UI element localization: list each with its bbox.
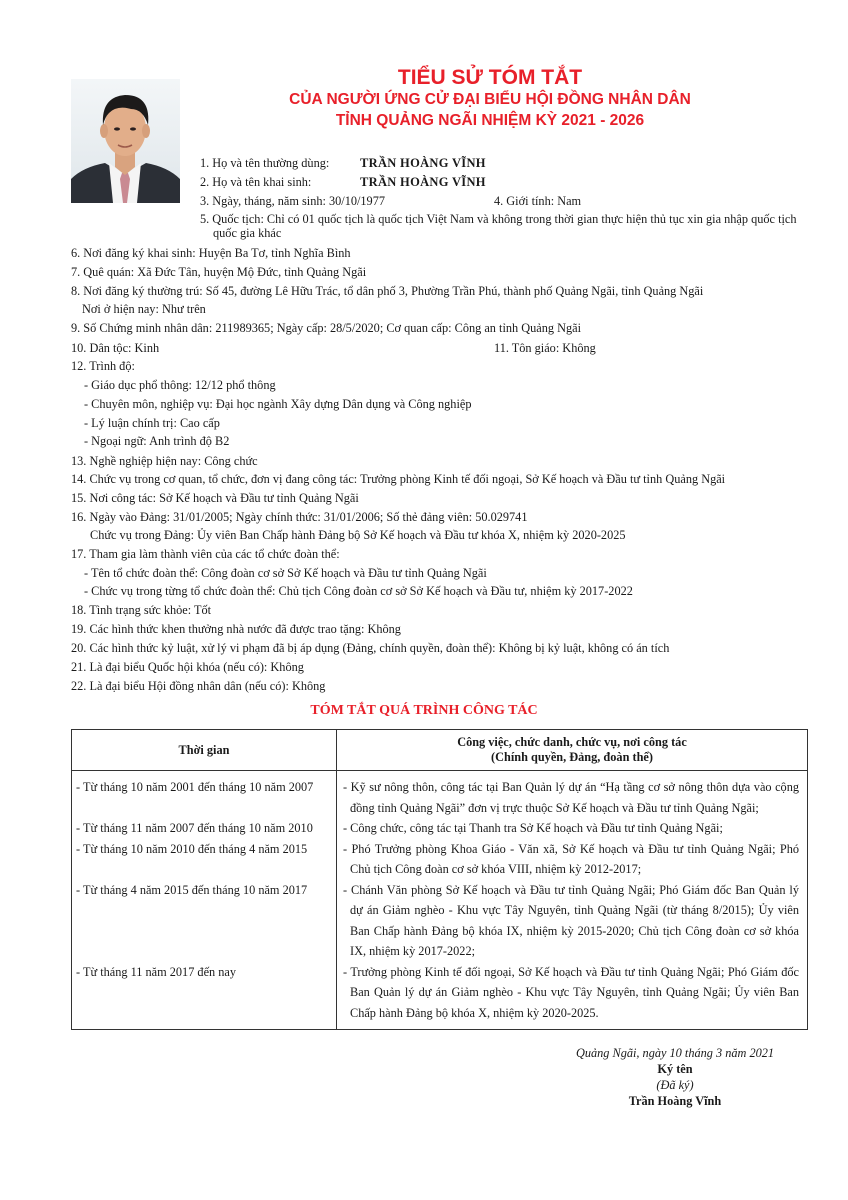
career-desc-5: - Trưởng phòng Kinh tế đối ngoại, Sở Kế hoạch và Đầu tư tỉnh Quảng Ngãi; Phó Giám đốc Ban Quản lý dự án Giảm nghèo - Khu vực Tây Nguyên, tỉnh Quảng Ngãi; Ủy viên Ban Chấp hành Đảng bộ khóa X, nhiệm kỳ 2020-2025. [343,964,799,1020]
bio-l17a: - Tên tổ chức đoàn thể: Công đoàn cơ sở Sở Kế hoạch và Đầu tư tỉnh Quảng Ngãi [84,566,487,580]
signed-note: (Đã ký) [656,1078,694,1092]
career-table [71,729,808,1030]
document-subtitle-2: TỈNH QUẢNG NGÃI NHIỆM KỲ 2021 - 2026 [335,112,645,129]
col-time-header [72,730,337,771]
bio-l17: 17. Tham gia làm thành viên của các tổ chức đoàn thể: [71,547,340,561]
bio-l2-value: TRẦN HOÀNG VĨNH [360,175,486,189]
bio-l16b: Chức vụ trong Đảng: Ủy viên Ban Chấp hành Đảng bộ Sở Kế hoạch và Đầu tư khóa X, nhiệm kỳ 2020-2025 [90,528,626,542]
career-desc-cell [337,771,808,1030]
bio-l9: 9. Số Chứng minh nhân dân: 211989365; Ngày cấp: 28/5/2020; Cơ quan cấp: Công an tỉnh Quảng Ngãi [71,321,581,335]
bio-l5b: quốc gia khác [213,226,282,240]
bio-l12a: - Giáo dục phổ thông: 12/12 phổ thông [84,378,276,392]
career-desc-1: - Kỹ sư nông thôn, công tác tại Ban Quản lý dự án “Hạ tầng cơ sở nông thôn dựa vào cộng đồng tỉnh Quảng Ngãi” đơn vị trực thuộc Sở Kế hoạch và Đầu tư tỉnh Quảng Ngãi; [343,780,799,815]
bio-l19: 19. Các hình thức khen thưởng nhà nước đã được trao tặng: Không [71,622,401,636]
bio-l7: 7. Quê quán: Xã Đức Tân, huyện Mộ Đức, tỉnh Quảng Ngãi [71,265,367,279]
bio-l10: 10. Dân tộc: Kinh [71,341,160,355]
bio-l18: 18. Tình trạng sức khỏe: Tốt [71,603,212,617]
career-time-1: - Từ tháng 10 năm 2001 đến tháng 10 năm 2007 [76,780,314,794]
career-desc-2: - Công chức, công tác tại Thanh tra Sở Kế hoạch và Đầu tư tỉnh Quảng Ngãi; [343,821,723,835]
bio-l1-label: 1. Họ và tên thường dùng: [200,156,330,170]
career-time-2: - Từ tháng 11 năm 2007 đến tháng 10 năm 2010 [76,821,313,835]
bio-l20: 20. Các hình thức kỷ luật, xử lý vi phạm đã bị áp dụng (Đảng, chính quyền, đoàn thể): Không bị kỷ luật, không có án tích [71,641,670,655]
portrait-photo [71,79,180,203]
career-desc-4: - Chánh Văn phòng Sở Kế hoạch và Đầu tư tỉnh Quảng Ngãi; Phó Giám đốc Ban Quản lý dự án Giảm nghèo - Khu vực Tây Nguyên, tỉnh Quảng Ngãi (từ tháng 8/2015); Ủy viên Ban Chấp hành Đảng bộ khóa IX, nhiệm kỳ 2015-2020; Chủ tịch Công đoàn cơ sở khóa IX, nhiệm kỳ 2017-2022; [343,882,799,958]
bio-l15: 15. Nơi công tác: Sở Kế hoạch và Đầu tư tỉnh Quảng Ngãi [71,491,359,505]
col-desc-header [337,730,808,771]
career-time-3: - Từ tháng 10 năm 2010 đến tháng 4 năm 2015 [76,842,308,856]
bio-l16: 16. Ngày vào Đảng: 31/01/2005; Ngày chính thức: 31/01/2006; Số thẻ đảng viên: 50.029741 [71,510,528,524]
career-time-5: - Từ tháng 11 năm 2017 đến nay [76,965,237,979]
bio-l6: 6. Nơi đăng ký khai sinh: Huyện Ba Tơ, tỉnh Nghĩa Bình [71,246,351,260]
bio-l3: 3. Ngày, tháng, năm sinh: 30/10/1977 [200,194,386,208]
place-date: Quảng Ngãi, ngày 10 tháng 3 năm 2021 [575,1046,775,1060]
career-time-4: - Từ tháng 4 năm 2015 đến tháng 10 năm 2017 [76,883,308,897]
bio-l21: 21. Là đại biểu Quốc hội khóa (nếu có): Không [71,660,304,674]
bio-l13: 13. Nghề nghiệp hiện nay: Công chức [71,454,258,468]
sign-label: Ký tên [657,1062,693,1076]
col-desc-sublabel: (Chính quyền, Đảng, đoàn thể) [491,750,653,764]
career-desc-3: - Phó Trưởng phòng Khoa Giáo - Văn xã, Sở Kế hoạch và Đầu tư tỉnh Quảng Ngãi; Phó Chủ tịch Công đoàn cơ sở khóa VIII, nhiệm kỳ 2012-2017; [343,841,799,876]
document-title: TIỂU SỬ TÓM TẮT [397,66,583,89]
bio-l14: 14. Chức vụ trong cơ quan, tổ chức, đơn vị đang công tác: Trưởng phòng Kinh tế đối ngoại, Sở Kế hoạch và Đầu tư tỉnh Quảng Ngãi [71,472,726,486]
document-subtitle-1: CỦA NGƯỜI ỨNG CỬ ĐẠI BIỂU HỘI ĐỒNG NHÂN DÂN [289,91,691,108]
bio-l8b: Nơi ở hiện nay: Như trên [82,302,206,316]
career-table-row [72,771,808,1030]
bio-l12c: - Lý luận chính trị: Cao cấp [84,416,220,430]
bio-l8: 8. Nơi đăng ký thường trú: Số 45, đường Lê Hữu Trác, tổ dân phố 3, Phường Trần Phú, thành phố Quảng Ngãi, tỉnh Quảng Ngãi [71,284,704,298]
career-table-header [72,730,808,771]
bio-l22: 22. Là đại biểu Hội đồng nhân dân (nếu có): Không [71,679,326,693]
signer-name: Trần Hoàng Vĩnh [628,1094,722,1108]
career-section-title: TÓM TẮT QUÁ TRÌNH CÔNG TÁC [310,703,538,718]
career-time-cell [72,771,337,1030]
bio-l1-value: TRẦN HOÀNG VĨNH [360,156,486,170]
bio-l2-label: 2. Họ và tên khai sinh: [200,175,312,189]
col-time-label: Thời gian [178,742,230,757]
col-desc-label: Công việc, chức danh, chức vụ, nơi công tác [457,735,687,749]
bio-l17b: - Chức vụ trong từng tổ chức đoàn thể: Chủ tịch Công đoàn cơ sở Sở Kế hoạch và Đầu tư, nhiệm kỳ 2017-2022 [84,584,633,598]
bio-l4: 4. Giới tính: Nam [494,194,582,208]
bio-l12d: - Ngoại ngữ: Anh trình độ B2 [84,434,230,448]
bio-l12b: - Chuyên môn, nghiệp vụ: Đại học ngành Xây dựng Dân dụng và Công nghiệp [84,397,472,411]
bio-l12: 12. Trình độ: [71,359,135,373]
bio-l5a: 5. Quốc tịch: Chỉ có 01 quốc tịch là quốc tịch Việt Nam và không trong thời gian thực hiện thủ tục xin gia nhập quốc tịch [200,212,797,226]
bio-l11: 11. Tôn giáo: Không [494,341,596,355]
